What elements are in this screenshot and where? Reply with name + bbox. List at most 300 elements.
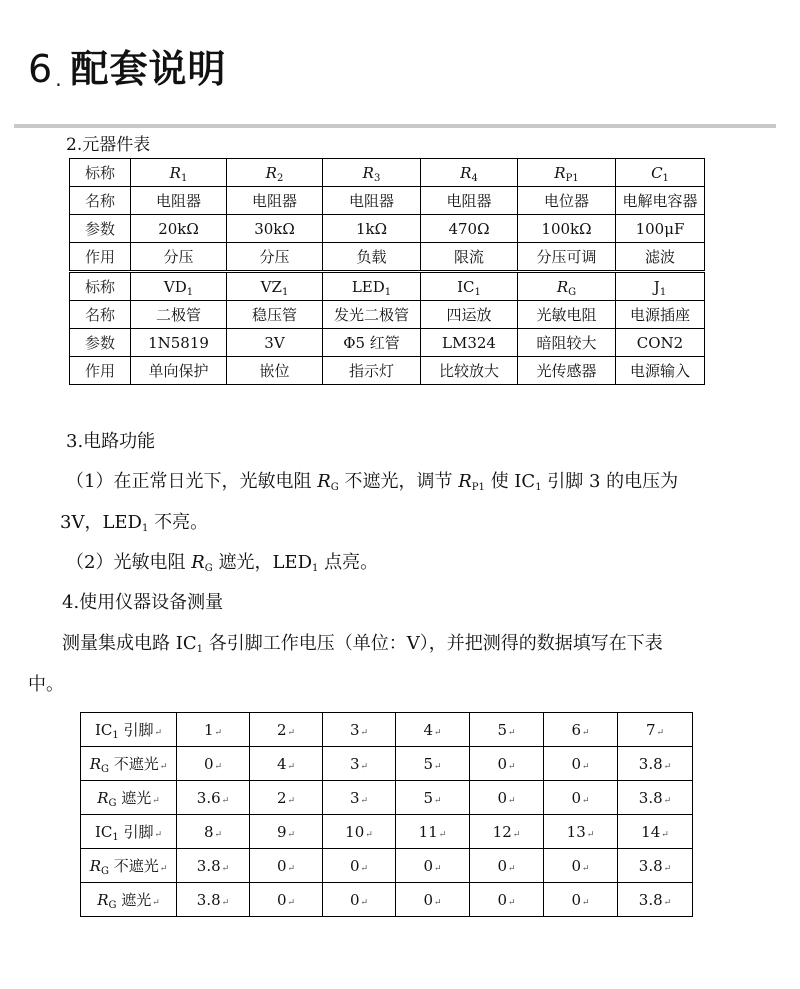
component-cell	[227, 357, 323, 385]
component-text: 滤波	[644, 248, 675, 266]
return-mark: ↵	[434, 727, 442, 738]
measure-cell	[250, 815, 323, 849]
component-cell	[131, 187, 227, 215]
measure-value: 0	[571, 856, 581, 875]
component-text: 单向保护	[148, 362, 209, 380]
section-4-title: 4.使用仪器设备测量	[62, 592, 224, 613]
component-cell	[421, 301, 518, 329]
component-text: 分压	[163, 248, 194, 266]
component-text: LM324	[442, 333, 496, 352]
measure-label-subscript: 1	[112, 832, 119, 843]
component-cell	[616, 187, 705, 215]
component-cell	[323, 329, 421, 357]
component-text: LED	[351, 277, 385, 296]
component-text: 470Ω	[448, 219, 490, 238]
component-text: 3V	[264, 333, 285, 352]
component-cell	[131, 329, 227, 357]
measure-cell	[396, 849, 470, 883]
measure-cell	[177, 883, 250, 917]
measure-label-subscript: G	[100, 764, 109, 775]
return-mark: ↵	[586, 829, 595, 840]
component-cell	[323, 357, 421, 385]
measure-value: 2	[276, 720, 287, 739]
measure-value: 0	[423, 856, 433, 875]
measure-value: 3	[349, 754, 360, 773]
measure-cell	[177, 849, 250, 883]
voltage-row	[81, 849, 693, 883]
component-cell	[616, 357, 705, 385]
measure-value: 3.8	[196, 856, 221, 875]
measure-value: 14	[641, 822, 661, 841]
component-cell	[616, 301, 705, 329]
component-cell	[421, 159, 518, 187]
measure-label-subscript: G	[100, 866, 109, 877]
return-mark: ↵	[154, 830, 163, 840]
measure-value: 0	[497, 788, 507, 807]
measure-value: 3.8	[638, 788, 663, 807]
component-cell	[616, 272, 705, 301]
heading-title: 配套说明	[70, 47, 227, 91]
component-text: 100μF	[635, 219, 685, 238]
measure-cell	[177, 781, 250, 815]
component-text: 比较放大	[438, 362, 499, 380]
voltage-row	[81, 747, 693, 781]
component-text: 30kΩ	[254, 219, 295, 238]
component-text: 限流	[453, 248, 484, 266]
return-mark: ↵	[152, 796, 160, 806]
voltage-row	[81, 781, 693, 815]
measure-label-tail: 遮光	[116, 891, 152, 909]
component-row	[70, 215, 705, 243]
component-cell	[518, 215, 616, 243]
component-text: 电阻器	[155, 192, 201, 210]
return-mark: ↵	[287, 727, 296, 738]
component-text: IC	[457, 277, 475, 296]
measure-value: 13	[566, 822, 586, 841]
measure-value: 0	[571, 754, 581, 773]
measure-cell	[250, 781, 323, 815]
component-cell	[616, 159, 705, 187]
return-mark: ↵	[287, 897, 296, 908]
measure-label-text: IC	[94, 721, 113, 739]
component-cell	[227, 272, 323, 301]
measure-value: 0	[203, 754, 214, 773]
component-subscript: 2	[276, 172, 284, 184]
return-mark: ↵	[656, 727, 665, 738]
return-mark: ↵	[663, 795, 672, 806]
component-cell	[616, 243, 705, 272]
measure-label-tail: 不遮光	[108, 755, 159, 773]
measure-cell	[323, 883, 396, 917]
measure-value: 3.8	[638, 754, 663, 773]
component-text: 100kΩ	[541, 219, 592, 238]
component-text: VD	[163, 277, 187, 296]
component-cell	[421, 215, 518, 243]
measure-cell	[396, 883, 470, 917]
component-row	[70, 187, 705, 215]
measure-value: 5	[497, 720, 507, 739]
measure-cell	[323, 713, 396, 747]
measure-cell	[323, 781, 396, 815]
component-text: 分压	[259, 248, 290, 266]
return-mark: ↵	[438, 829, 447, 840]
measure-cell	[177, 713, 250, 747]
return-mark: ↵	[582, 795, 590, 806]
component-cell	[518, 159, 616, 187]
component-text: 20kΩ	[158, 219, 199, 238]
component-subscript: 1	[281, 286, 289, 298]
measure-cell	[618, 781, 693, 815]
measure-value: 3.8	[638, 856, 663, 875]
return-mark: ↵	[214, 727, 223, 738]
component-subscript: P1	[565, 172, 579, 184]
return-mark: ↵	[159, 762, 168, 772]
row-label: 参数	[70, 215, 131, 243]
return-mark: ↵	[287, 761, 296, 772]
return-mark: ↵	[360, 795, 369, 806]
component-cell	[323, 272, 421, 301]
measure-value: 9	[276, 822, 287, 841]
measure-label-text: IC	[94, 823, 113, 841]
component-text: 1kΩ	[355, 219, 388, 238]
component-cell	[227, 243, 323, 272]
measure-cell	[323, 815, 396, 849]
measure-value: 0	[349, 890, 360, 909]
component-cell	[421, 187, 518, 215]
component-cell	[131, 272, 227, 301]
component-symbol: R	[169, 163, 181, 182]
measure-cell	[544, 747, 618, 781]
component-text: 电解电容器	[622, 192, 698, 210]
component-cell	[323, 187, 421, 215]
component-text: 发光二极管	[333, 306, 409, 324]
component-text: 电阻器	[251, 192, 297, 210]
measure-cell	[618, 815, 693, 849]
measure-label-tail: 不遮光	[108, 857, 159, 875]
measure-cell	[618, 849, 693, 883]
measure-cell	[544, 815, 618, 849]
component-subscript: 1	[186, 286, 194, 298]
return-mark: ↵	[434, 795, 442, 806]
return-mark: ↵	[582, 863, 590, 874]
component-text: 四运放	[446, 306, 492, 324]
return-mark: ↵	[360, 897, 369, 908]
return-mark: ↵	[434, 897, 442, 908]
row-label: 标称	[70, 159, 131, 187]
measure-cell	[470, 781, 544, 815]
measure-cell	[177, 815, 250, 849]
component-symbol: C	[651, 163, 663, 182]
component-text: 稳压管	[251, 306, 297, 324]
component-text: 电阻器	[446, 192, 492, 210]
component-cell	[323, 243, 421, 272]
row-label: 标称	[70, 272, 131, 301]
measure-label-tail: 引脚	[118, 823, 154, 841]
component-row	[70, 272, 705, 301]
measure-value: 0	[276, 856, 287, 875]
measure-value: 3	[349, 788, 360, 807]
return-mark: ↵	[154, 728, 163, 738]
measure-value: 8	[203, 822, 214, 841]
component-cell	[131, 243, 227, 272]
component-cell	[518, 301, 616, 329]
measure-label-subscript: G	[108, 798, 117, 809]
return-mark: ↵	[508, 897, 516, 908]
row-label: 名称	[70, 187, 131, 215]
component-text: 二极管	[155, 306, 201, 324]
component-table	[69, 158, 705, 385]
measure-cell	[618, 747, 693, 781]
return-mark: ↵	[661, 829, 669, 840]
component-cell	[518, 243, 616, 272]
component-row	[70, 357, 705, 385]
measure-value: 0	[349, 856, 360, 875]
measurement-table	[80, 712, 693, 917]
return-mark: ↵	[360, 863, 369, 874]
return-mark: ↵	[287, 829, 296, 840]
component-text: 电阻器	[348, 192, 394, 210]
component-cell	[227, 301, 323, 329]
return-mark: ↵	[582, 897, 590, 908]
measure-row-label	[81, 747, 177, 781]
return-mark: ↵	[663, 761, 672, 772]
measure-value: 12	[492, 822, 512, 841]
component-symbol: R	[556, 277, 569, 296]
component-row	[70, 301, 705, 329]
measure-cell	[396, 815, 470, 849]
measure-label-symbol: R	[97, 789, 109, 807]
measure-label-symbol: R	[89, 857, 101, 875]
component-cell	[518, 272, 616, 301]
measure-cell	[470, 815, 544, 849]
measure-row-label	[81, 713, 177, 747]
measure-label-tail: 遮光	[116, 789, 152, 807]
function-item-2: （2）光敏电阻 $R_G$ 遮光，$LED_1$ 点亮。	[66, 552, 379, 574]
component-text: 负载	[356, 248, 387, 266]
measure-cell	[618, 883, 693, 917]
measure-value: 10	[345, 822, 365, 841]
measure-value: 0	[497, 890, 507, 909]
return-mark: ↵	[152, 898, 160, 908]
component-cell	[421, 243, 518, 272]
row-label: 作用	[70, 357, 131, 385]
measure-value: 3.6	[196, 788, 221, 807]
measure-cell	[396, 781, 470, 815]
voltage-row	[81, 883, 693, 917]
measure-label-symbol: R	[97, 891, 109, 909]
component-symbol: R	[265, 163, 277, 182]
return-mark: ↵	[214, 829, 223, 840]
measurement-instruction-line-1: 测量集成电路 $IC_1$ 各引脚工作电压（单位：V），并把测得的数据填写在下表	[62, 633, 663, 655]
component-subscript: 1	[474, 286, 481, 298]
component-symbol: R	[362, 163, 374, 182]
component-cell	[323, 301, 421, 329]
measure-cell	[396, 713, 470, 747]
measure-value: 6	[571, 720, 581, 739]
measure-cell	[323, 849, 396, 883]
component-subscript: 1	[662, 172, 669, 184]
return-mark: ↵	[508, 761, 516, 772]
measure-label-symbol: R	[89, 755, 101, 773]
measure-value: 4	[276, 754, 287, 773]
measure-cell	[470, 747, 544, 781]
component-cell	[421, 329, 518, 357]
component-text: 嵌位	[259, 362, 290, 380]
component-cell	[616, 329, 705, 357]
component-text: 1N5819	[148, 333, 209, 352]
return-mark: ↵	[287, 863, 296, 874]
return-mark: ↵	[508, 795, 516, 806]
component-symbol: R	[460, 163, 472, 182]
measure-cell	[544, 781, 618, 815]
return-mark: ↵	[159, 864, 168, 874]
page-heading	[28, 44, 227, 104]
measure-cell	[250, 883, 323, 917]
component-cell	[131, 301, 227, 329]
component-subscript: 1	[180, 172, 188, 184]
component-text: Φ5 红管	[343, 334, 400, 352]
measure-row-label	[81, 781, 177, 815]
component-subscript: 3	[373, 172, 381, 184]
component-row	[70, 159, 705, 187]
component-cell	[616, 215, 705, 243]
return-mark: ↵	[221, 795, 230, 806]
component-text: 电位器	[543, 192, 589, 210]
measure-value: 1	[203, 720, 214, 739]
return-mark: ↵	[287, 795, 296, 806]
measure-value: 0	[571, 890, 581, 909]
measure-value: 2	[276, 788, 287, 807]
measure-value: 3.8	[196, 890, 221, 909]
measure-value: 0	[423, 890, 433, 909]
pin-number-row	[81, 815, 693, 849]
pin-number-row	[81, 713, 693, 747]
measure-value: 5	[423, 788, 433, 807]
component-cell	[323, 215, 421, 243]
measure-value: 0	[497, 856, 507, 875]
row-label: 名称	[70, 301, 131, 329]
heading-number: 6	[28, 47, 54, 91]
return-mark: ↵	[365, 829, 373, 840]
component-subscript: 1	[659, 286, 667, 298]
measure-cell	[544, 849, 618, 883]
measure-cell	[470, 849, 544, 883]
component-cell	[227, 187, 323, 215]
component-text: 光敏电阻	[536, 306, 597, 324]
component-text: J	[653, 277, 660, 296]
measure-label-subscript: 1	[112, 730, 119, 741]
row-label: 参数	[70, 329, 131, 357]
component-text: 光传感器	[536, 362, 597, 380]
return-mark: ↵	[582, 761, 590, 772]
measure-value: 3.8	[638, 890, 663, 909]
measure-value: 5	[423, 754, 433, 773]
component-cell	[227, 159, 323, 187]
component-text: 电源输入	[629, 362, 690, 380]
measure-value: 7	[645, 720, 656, 739]
component-symbol: R	[554, 163, 566, 182]
row-label: 作用	[70, 243, 131, 272]
component-text: 分压可调	[536, 248, 597, 266]
component-cell	[227, 215, 323, 243]
measure-cell	[177, 747, 250, 781]
function-item-1-line-1: （1）在正常日光下，光敏电阻 $R_G$ 不遮光，调节 $R_{P1}$ 使 $IC_1$ 引脚 3 的电压为	[66, 471, 679, 493]
component-cell	[227, 329, 323, 357]
measure-value: 0	[276, 890, 287, 909]
component-subscript: 4	[471, 172, 478, 184]
section-2-title: 2.元器件表	[66, 135, 151, 155]
measure-value: 11	[418, 822, 438, 841]
component-cell	[518, 357, 616, 385]
component-text: 指示灯	[348, 362, 394, 380]
return-mark: ↵	[434, 761, 442, 772]
measure-value: 0	[497, 754, 507, 773]
return-mark: ↵	[214, 761, 223, 772]
return-mark: ↵	[508, 863, 516, 874]
component-cell	[421, 272, 518, 301]
component-subscript: 1	[384, 286, 392, 298]
measure-cell	[250, 747, 323, 781]
return-mark: ↵	[360, 761, 369, 772]
component-row	[70, 243, 705, 272]
component-row	[70, 329, 705, 357]
return-mark: ↵	[221, 863, 230, 874]
return-mark: ↵	[663, 863, 672, 874]
return-mark: ↵	[221, 897, 230, 908]
measurement-instruction-line-2: 中。	[28, 674, 64, 695]
return-mark: ↵	[582, 727, 590, 738]
heading-dot: .	[55, 67, 63, 91]
return-mark: ↵	[512, 829, 521, 840]
measure-label-tail: 引脚	[118, 721, 154, 739]
component-cell	[518, 187, 616, 215]
section-3-title: 3.电路功能	[66, 431, 156, 452]
measure-cell	[470, 713, 544, 747]
component-cell	[131, 357, 227, 385]
component-cell	[421, 357, 518, 385]
measure-cell	[618, 713, 693, 747]
component-text: 暗阻较大	[536, 334, 597, 352]
measure-cell	[396, 747, 470, 781]
return-mark: ↵	[508, 727, 516, 738]
return-mark: ↵	[434, 863, 442, 874]
component-text: VZ	[260, 277, 282, 296]
heading-divider	[14, 124, 776, 128]
component-cell	[323, 159, 421, 187]
measure-label-subscript: G	[108, 900, 117, 911]
measure-value: 0	[571, 788, 581, 807]
component-cell	[131, 159, 227, 187]
component-subscript: G	[568, 286, 577, 298]
component-cell	[131, 215, 227, 243]
measure-cell	[544, 883, 618, 917]
measure-cell	[470, 883, 544, 917]
measure-value: 3	[349, 720, 360, 739]
measure-cell	[250, 849, 323, 883]
function-item-1-line-2: 3V，$LED_1$ 不亮。	[60, 512, 209, 534]
measure-value: 4	[423, 720, 433, 739]
measure-cell	[323, 747, 396, 781]
measure-row-label	[81, 883, 177, 917]
measure-row-label	[81, 815, 177, 849]
return-mark: ↵	[663, 897, 672, 908]
component-cell	[518, 329, 616, 357]
return-mark: ↵	[360, 727, 369, 738]
measure-cell	[250, 713, 323, 747]
component-text: 电源插座	[629, 306, 690, 324]
component-text: CON2	[636, 333, 684, 352]
measure-cell	[544, 713, 618, 747]
